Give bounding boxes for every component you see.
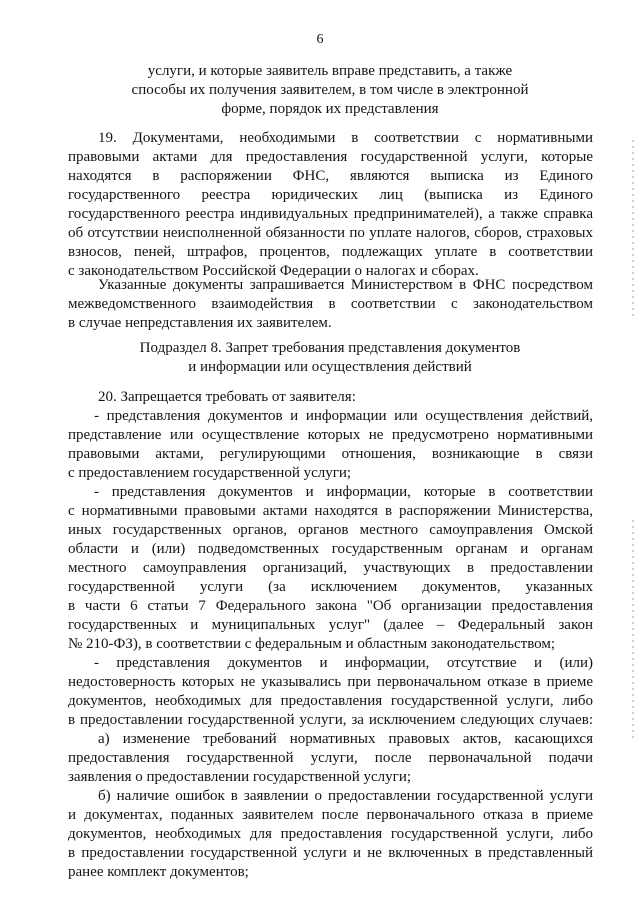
text-line: б) наличие ошибок в заявлении о предоставлении государственной услуги [98, 788, 593, 804]
text-line: взносов, пеней, штрафов, процентов, подлежащих уплате в соответствии [68, 244, 593, 260]
text-line: и документах, поданных заявителем после первоначального отказа в приеме [68, 807, 593, 823]
text-line: в предоставлении государственной услуги, за исключением следующих случаев: [68, 712, 593, 728]
text-line: в предоставлении государственной услуги и не включенных в представленный [68, 845, 593, 861]
text-line: - представления документов и информации, отсутствие и (или) [94, 655, 593, 671]
text-line: государственного реестра юридических лиц (выписка из Единого [68, 187, 593, 203]
text-line: документов, необходимых для предоставления государственной услуги, либо [68, 826, 593, 842]
text-line: государственной услуги (за исключением документов, указанных [68, 579, 593, 595]
text-line: области и (или) подведомственных государственным органам и органам [68, 541, 593, 557]
text-line: местного самоуправления организаций, участвующих в предоставлении [68, 560, 593, 576]
text-line: с предоставлением государственной услуги; [68, 465, 352, 481]
subsection-heading [60, 339, 600, 377]
heading-line: услуги, и которые заявитель вправе представить, а также [147, 63, 513, 79]
text-line: ранее комплект документов; [68, 864, 249, 880]
heading-line: форме, порядок их представления [221, 101, 439, 117]
scan-edge-mark [632, 520, 634, 740]
text-line: Указанные документы запрашивается Министерством в ФНС посредством [98, 277, 593, 293]
text-line: в случае непредставления их заявителем. [68, 315, 332, 331]
text-line: с законодательством Российской Федерации о налогах и сборах. [68, 263, 479, 279]
text-line: в части 6 статьи 7 Федерального закона "Об организации предоставления [68, 598, 593, 614]
paragraph-20 [68, 388, 593, 882]
text-line: - представления документов и информации или осуществления действий, [94, 408, 593, 424]
text-line: заявления о предоставлении государственной услуги; [68, 769, 412, 785]
text-line: находятся в распоряжении ФНС, являются выписка из Единого [68, 168, 593, 184]
text-line: документов, необходимых для предоставления государственной услуги, либо [68, 693, 593, 709]
text-line: № 210-ФЗ), в соответствии с федеральным и областным законодательством; [68, 636, 556, 652]
paragraph-19 [68, 129, 593, 281]
text-line: 19. Документами, необходимыми в соответствии с нормативными [98, 130, 593, 146]
text-line: 20. Запрещается требовать от заявителя: [98, 389, 356, 405]
text-line: иных государственных органов, органов местного самоуправления Омской [68, 522, 593, 538]
text-line: государственных и муниципальных услуг" (далее – Федеральный закон [68, 617, 593, 633]
page-number: 6 [316, 32, 324, 47]
text-line: правовыми актами для предоставления государственной услуги, которые [68, 149, 593, 165]
section-heading [60, 62, 600, 119]
text-line: - представления документов и информации, которые в соответствии [94, 484, 593, 500]
text-line: недостоверность которых не указывались при первоначальном отказе в приеме [68, 674, 593, 690]
heading-line: Подраздел 8. Запрет требования представления документов [139, 340, 521, 356]
text-line: государственного реестра индивидуальных предпринимателей), а также справка [68, 206, 593, 222]
text-line: с нормативными правовыми актами находятся в распоряжении Министерства, [68, 503, 593, 519]
scan-edge-mark [632, 140, 634, 320]
paragraph-19-continued [68, 276, 593, 333]
heading-line: и информации или осуществления действий [188, 359, 472, 375]
text-line: а) изменение требований нормативных правовых актов, касающихся [98, 731, 593, 747]
text-line: представление или осуществление которых не предусмотрено нормативными [68, 427, 593, 443]
heading-line: способы их получения заявителем, в том числе в электронной [131, 82, 529, 98]
text-line: межведомственного взаимодействия в соответствии с законодательством [68, 296, 593, 312]
text-line: правовыми актами, регулирующими отношения, возникающие в связи [68, 446, 593, 462]
text-line: об отсутствии неисполненной обязанности по уплате налогов, сборов, страховых [68, 225, 593, 241]
text-line: предоставления государственной услуги, после первоначальной подачи [68, 750, 593, 766]
